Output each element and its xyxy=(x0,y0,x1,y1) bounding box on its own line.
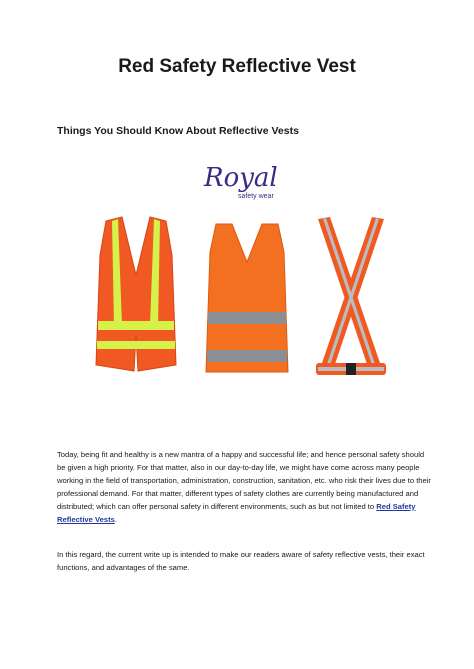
intro-paragraph-suffix: . xyxy=(114,514,117,524)
intro-paragraph xyxy=(57,449,432,526)
intro-paragraph-text: Today, being fit and healthy is a new mantra of a happy and successful life; and hence personal safety should be given a high priority. For that matter, also in our day-to-day life, we might have come across many people working in the field of transportation, administration, construction, sanitation, etc. who risk their lives due to their professional demand. For that matter, different types of safety clothes are currently being manufactured and distributed; which can offer personal safety in different environments, such as but not limited to xyxy=(57,450,431,511)
royal-safety-wear-logo xyxy=(200,158,300,208)
purpose-paragraph: In this regard, the current write up is intended to make our readers aware of safety reflective vests, their exact functions, and advantages of the same. xyxy=(57,550,425,572)
logo-brand-text: Royal xyxy=(204,163,278,193)
section-heading: Things You Should Know About Reflective Vests xyxy=(57,125,299,137)
red-safety-vests-link[interactable]: Red Safety Reflective Vests xyxy=(57,501,416,524)
logo-tagline-text: safety wear xyxy=(238,193,274,200)
vest-yellow-stripe-image xyxy=(94,215,178,375)
vest-harness-image xyxy=(310,215,392,375)
vest-gray-band-image xyxy=(202,222,292,377)
page-title: Red Safety Reflective Vest xyxy=(118,56,356,77)
